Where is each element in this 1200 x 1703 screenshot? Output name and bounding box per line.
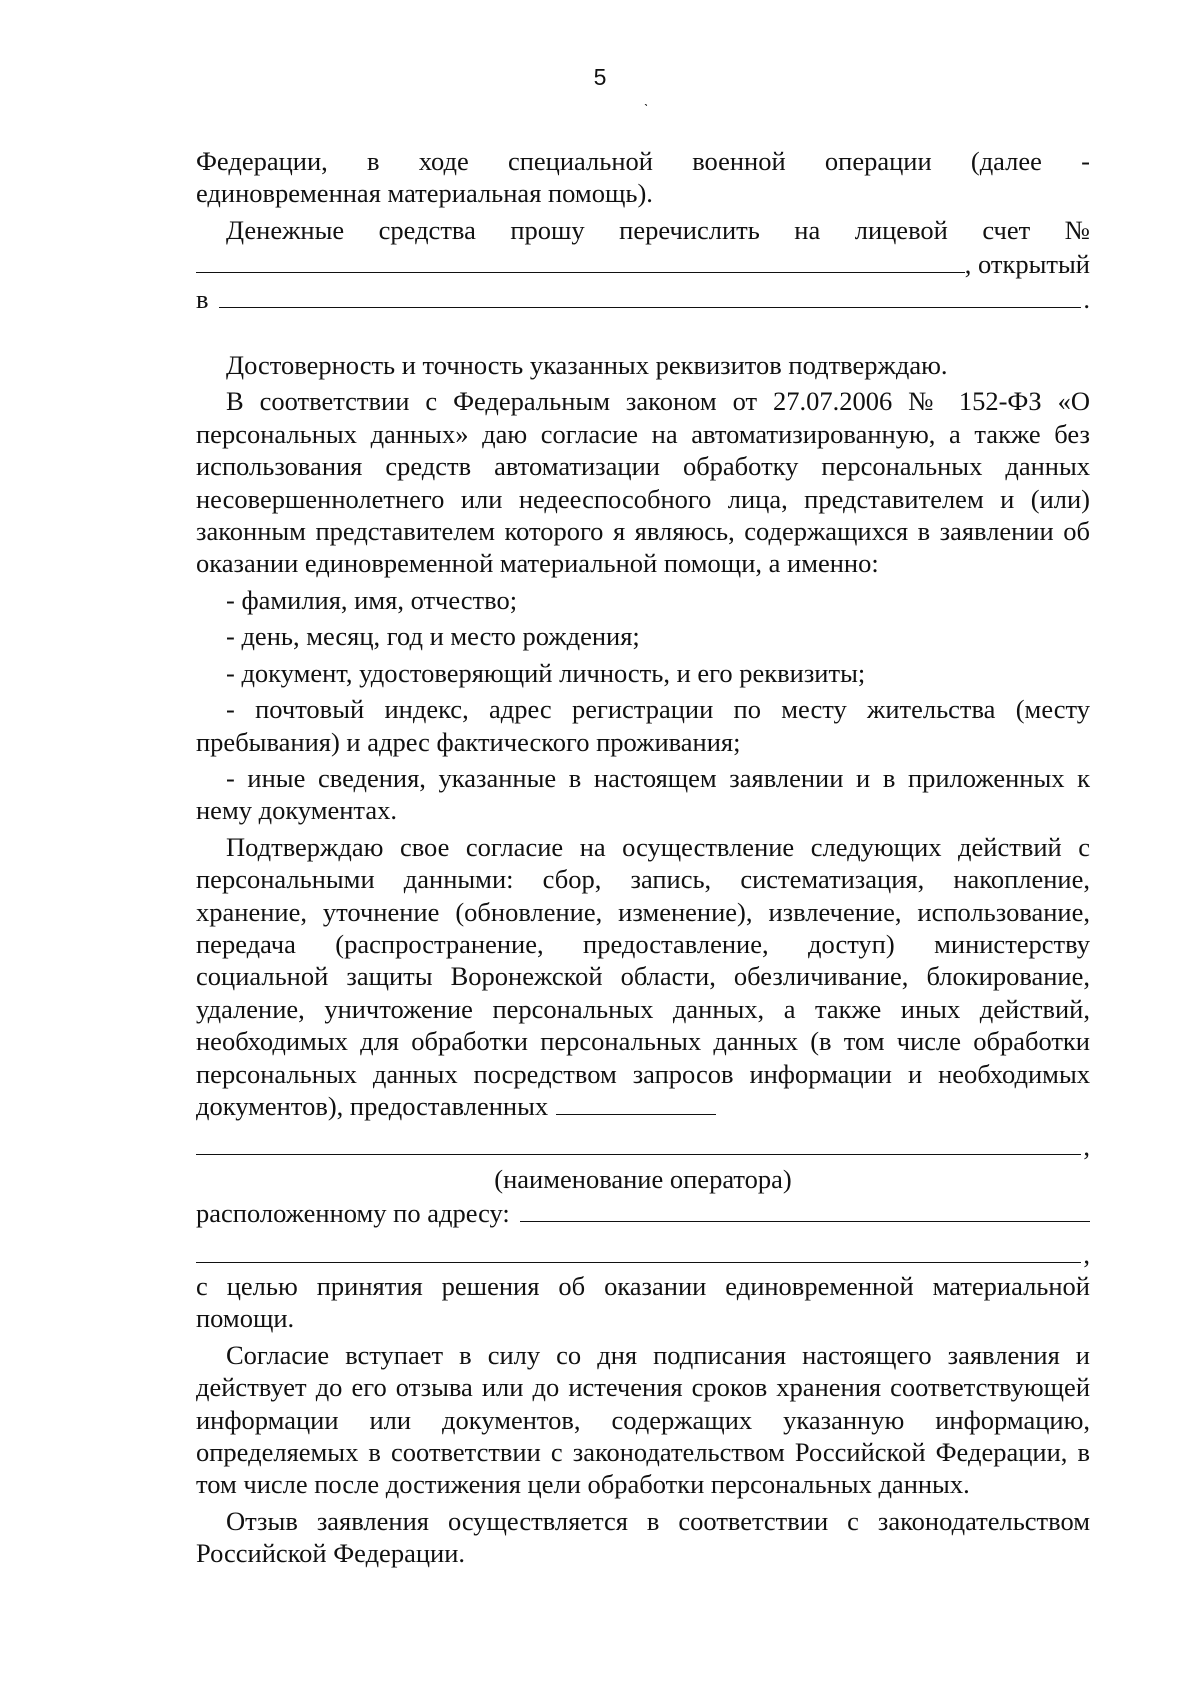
validity-paragraph: Согласие вступает в силу со дня подписания настоящего заявления и действует до его отзыва или до истечения сроков хранения соответствующей информации или документов, содержащих указанную информацию, определяемых в соответствии с законодательством Российской Федерации, в том числе после достижения цели обработки персональных данных.	[196, 1339, 1090, 1500]
operator-name-field[interactable]	[196, 1128, 1081, 1155]
list-item: - иные сведения, указанные в настоящем заявлении и в приложенных к нему документах.	[196, 762, 1090, 826]
actions-paragraph	[196, 831, 1090, 1123]
address-row	[196, 1195, 1090, 1229]
operator-comma: ,	[1083, 1131, 1090, 1162]
intro-line-2: единовременная материальная помощь).	[196, 178, 653, 209]
list-item: - почтовый индекс, адрес регистрации по месту жительства (месту пребывания) и адрес фактического проживания;	[196, 694, 1090, 757]
in-label: в	[196, 283, 209, 314]
purpose-paragraph: с целью принятия решения об оказании единовременной материальной помощи.	[196, 1271, 1090, 1334]
list-item: - фамилия, имя, отчество;	[226, 584, 518, 615]
address-label: расположенному по адресу:	[196, 1198, 510, 1229]
operator-row	[196, 1128, 1090, 1162]
scan-mark: ˎ	[644, 90, 649, 106]
operator-caption: (наименование оператора)	[494, 1163, 792, 1194]
confirm-paragraph: Достоверность и точность указанных реквизитов подтверждаю.	[226, 350, 948, 381]
address-row-2	[196, 1236, 1090, 1270]
bank-name-field[interactable]	[219, 281, 1082, 308]
page-number-text: 5	[593, 64, 607, 90]
address-field-2[interactable]	[196, 1236, 1081, 1263]
address-field[interactable]	[520, 1195, 1090, 1222]
document-body	[196, 145, 1090, 1570]
end-mark: .	[1083, 283, 1090, 314]
operator-inline-field[interactable]	[556, 1090, 716, 1115]
consent-paragraph: В соответствии с Федеральным законом от 27.07.2006 № 152-ФЗ «О персональных данных» даю согласие на автоматизированную, а также без использования средств автоматизации обработку персональных данных несовершеннолетнего или недееспособного лица, представителем и (или) законным представителем которого я являюсь, содержащихся в заявлении об оказании единовременной материальной помощи, а именно:	[196, 386, 1090, 579]
list-item: - документ, удостоверяющий личность, и его реквизиты;	[226, 657, 866, 688]
revocation-paragraph: Отзыв заявления осуществляется в соответствии с законодательством Российской Федерации.	[196, 1505, 1090, 1569]
address-comma: ,	[1083, 1238, 1090, 1269]
actions-text: Подтверждаю свое согласие на осуществление следующих действий с персональными данными: сбор, запись, систематизация, накопление, хранение, уточнение (обновление, изменение), извлечение, использование, передача (распространение, предоставление, доступ) министерству социальной защиты Воронежской области, обезличивание, блокирование, удаление, уничтожение персональных данных, а также иных действий, необходимых для обработки персональных данных (в том числе обработки персональных данных посредством запросов информации и необходимых документов), предоставленных	[196, 831, 1090, 1121]
page-number	[0, 64, 1200, 106]
account-request: Денежные средства прошу перечислить на лицевой счет №	[226, 214, 1090, 245]
opened-label: , открытый	[964, 249, 1090, 280]
bank-row	[196, 281, 1090, 315]
intro-line-1: Федерации, в ходе специальной военной операции (далее -	[196, 146, 1090, 176]
account-number-row	[196, 246, 1090, 280]
list-item: - день, месяц, год и место рождения;	[226, 621, 640, 652]
account-number-field[interactable]	[196, 246, 965, 273]
